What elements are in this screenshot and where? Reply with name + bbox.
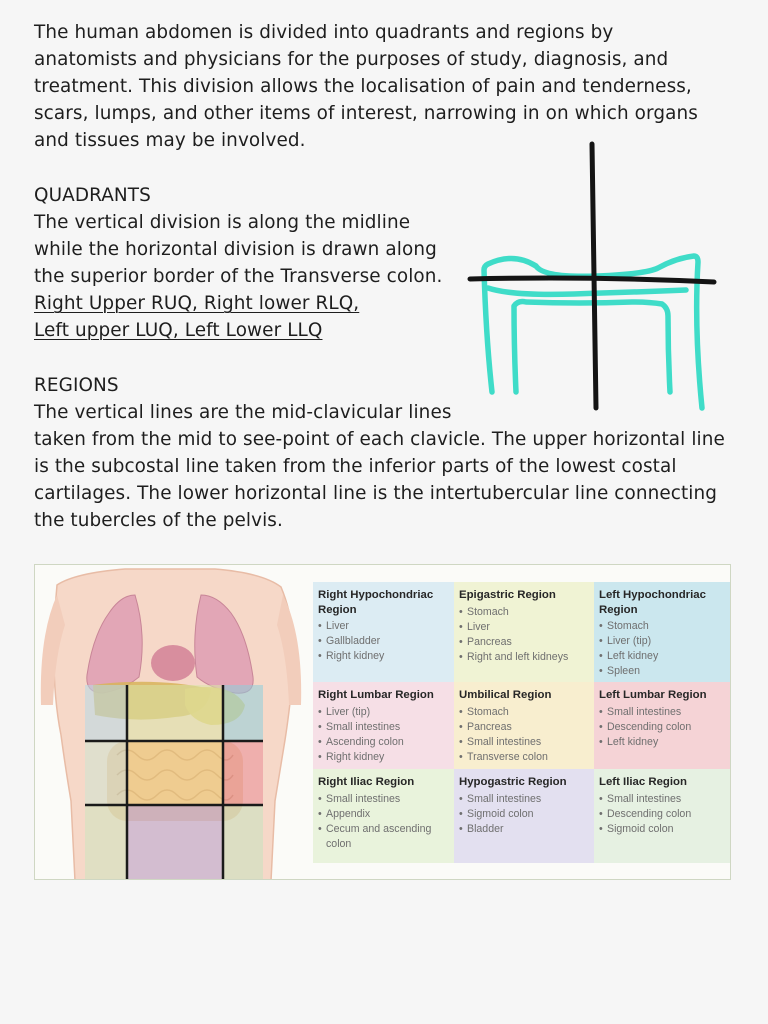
intro-paragraph [34, 19, 698, 154]
organ-list [459, 605, 591, 665]
intro-line: and tissues may be involved. [34, 130, 306, 151]
organ-item: • Stomach [459, 705, 591, 720]
organ-item: • Stomach [599, 619, 727, 634]
organ-item: • Small intestines [599, 705, 727, 720]
organ-item: • Stomach [459, 605, 591, 620]
organ-item: • Right and left kidneys [459, 650, 591, 665]
abdominal-regions-figure [34, 564, 731, 880]
region-title: Left Iliac Region [599, 776, 687, 788]
organ-item: • Pancreas [459, 720, 591, 735]
organ-item: • Sigmoid colon [459, 807, 591, 822]
region-title: Hypogastric Region [459, 776, 567, 788]
organ-list [459, 705, 591, 765]
organ-item: • Sigmoid colon [599, 822, 727, 837]
region-cell [313, 582, 454, 682]
quadrants-line: The vertical division is along the midline [34, 212, 411, 233]
region-cell [313, 769, 454, 863]
quadrants-section [34, 182, 442, 344]
region-tints [85, 685, 263, 880]
organ-item: • Bladder [459, 822, 591, 837]
organ-item: • Appendix [318, 807, 451, 822]
region-title: Left Lumbar Region [599, 689, 707, 701]
organ-list [599, 792, 727, 837]
organ-item: • Cecum and ascending colon [318, 822, 451, 852]
region-cell [454, 769, 594, 863]
organ-item: • Left kidney [599, 735, 727, 750]
organ-list [599, 619, 727, 679]
organ-item: • Transverse colon [459, 750, 591, 765]
region-cell [594, 769, 730, 863]
quadrants-heading: QUADRANTS [34, 185, 151, 206]
organ-item: • Small intestines [318, 792, 451, 807]
region-cell [594, 582, 730, 682]
organ-list [599, 705, 727, 750]
organ-item: • Liver [459, 620, 591, 635]
torso-illustration [35, 565, 315, 880]
regions-heading: REGIONS [34, 375, 119, 396]
quadrant-names-line: Right Upper RUQ, Right lower RLQ, [34, 293, 360, 314]
organ-item: • Descending colon [599, 807, 727, 822]
quadrants-line: while the horizontal division is drawn along [34, 239, 437, 260]
black-quadrant-cross [470, 144, 714, 408]
organ-list [318, 792, 451, 852]
organ-list [459, 792, 591, 837]
region-cell [454, 582, 594, 682]
organ-item: • Right kidney [318, 649, 451, 664]
region-title: Umbilical Region [459, 689, 552, 701]
region-cell [313, 682, 454, 769]
organ-item: • Spleen [599, 664, 727, 679]
region-cell [454, 682, 594, 769]
organ-item: • Left kidney [599, 649, 727, 664]
quadrant-names-line: Left upper LUQ, Left Lower LLQ [34, 320, 323, 341]
organ-item: • Liver [318, 619, 451, 634]
regions-section [34, 372, 725, 534]
regions-line: The vertical lines are the mid-clavicular lines [34, 402, 452, 423]
region-cell [594, 682, 730, 769]
organ-item: • Pancreas [459, 635, 591, 650]
organ-item: • Right kidney [318, 750, 451, 765]
region-title: Epigastric Region [459, 589, 556, 601]
regions-line: is the subcostal line taken from the inferior parts of the lowest costal [34, 456, 677, 477]
organ-item: • Gallbladder [318, 634, 451, 649]
organ-item: • Small intestines [459, 735, 591, 750]
region-title: Right Iliac Region [318, 776, 415, 788]
organ-item: • Small intestines [318, 720, 451, 735]
organ-item: • Small intestines [459, 792, 591, 807]
region-title: Right Hypochondriac Region [318, 589, 434, 616]
organ-item: • Ascending colon [318, 735, 451, 750]
intro-line: anatomists and physicians for the purposes of study, diagnosis, and [34, 49, 669, 70]
organ-item: • Small intestines [599, 792, 727, 807]
organ-list [318, 705, 451, 765]
heart [151, 645, 195, 681]
regions-line: cartilages. The lower horizontal line is the intertubercular line connecting [34, 483, 718, 504]
regions-line: taken from the mid to see-point of each clavicle. The upper horizontal line [34, 429, 725, 450]
region-title: Left Hypochondriac Region [599, 589, 706, 616]
intro-line: treatment. This division allows the localisation of pain and tenderness, [34, 76, 692, 97]
intro-line: scars, lumps, and other items of interest, narrowing in on which organs [34, 103, 698, 124]
quadrants-line: the superior border of the Transverse colon. [34, 266, 443, 287]
organ-item: • Liver (tip) [599, 634, 727, 649]
region-title: Right Lumbar Region [318, 689, 434, 701]
intro-line: The human abdomen is divided into quadrants and regions by [34, 22, 614, 43]
regions-line: the tubercles of the pelvis. [34, 510, 283, 531]
organ-list [318, 619, 451, 664]
organ-item: • Descending colon [599, 720, 727, 735]
organ-item: • Liver (tip) [318, 705, 451, 720]
